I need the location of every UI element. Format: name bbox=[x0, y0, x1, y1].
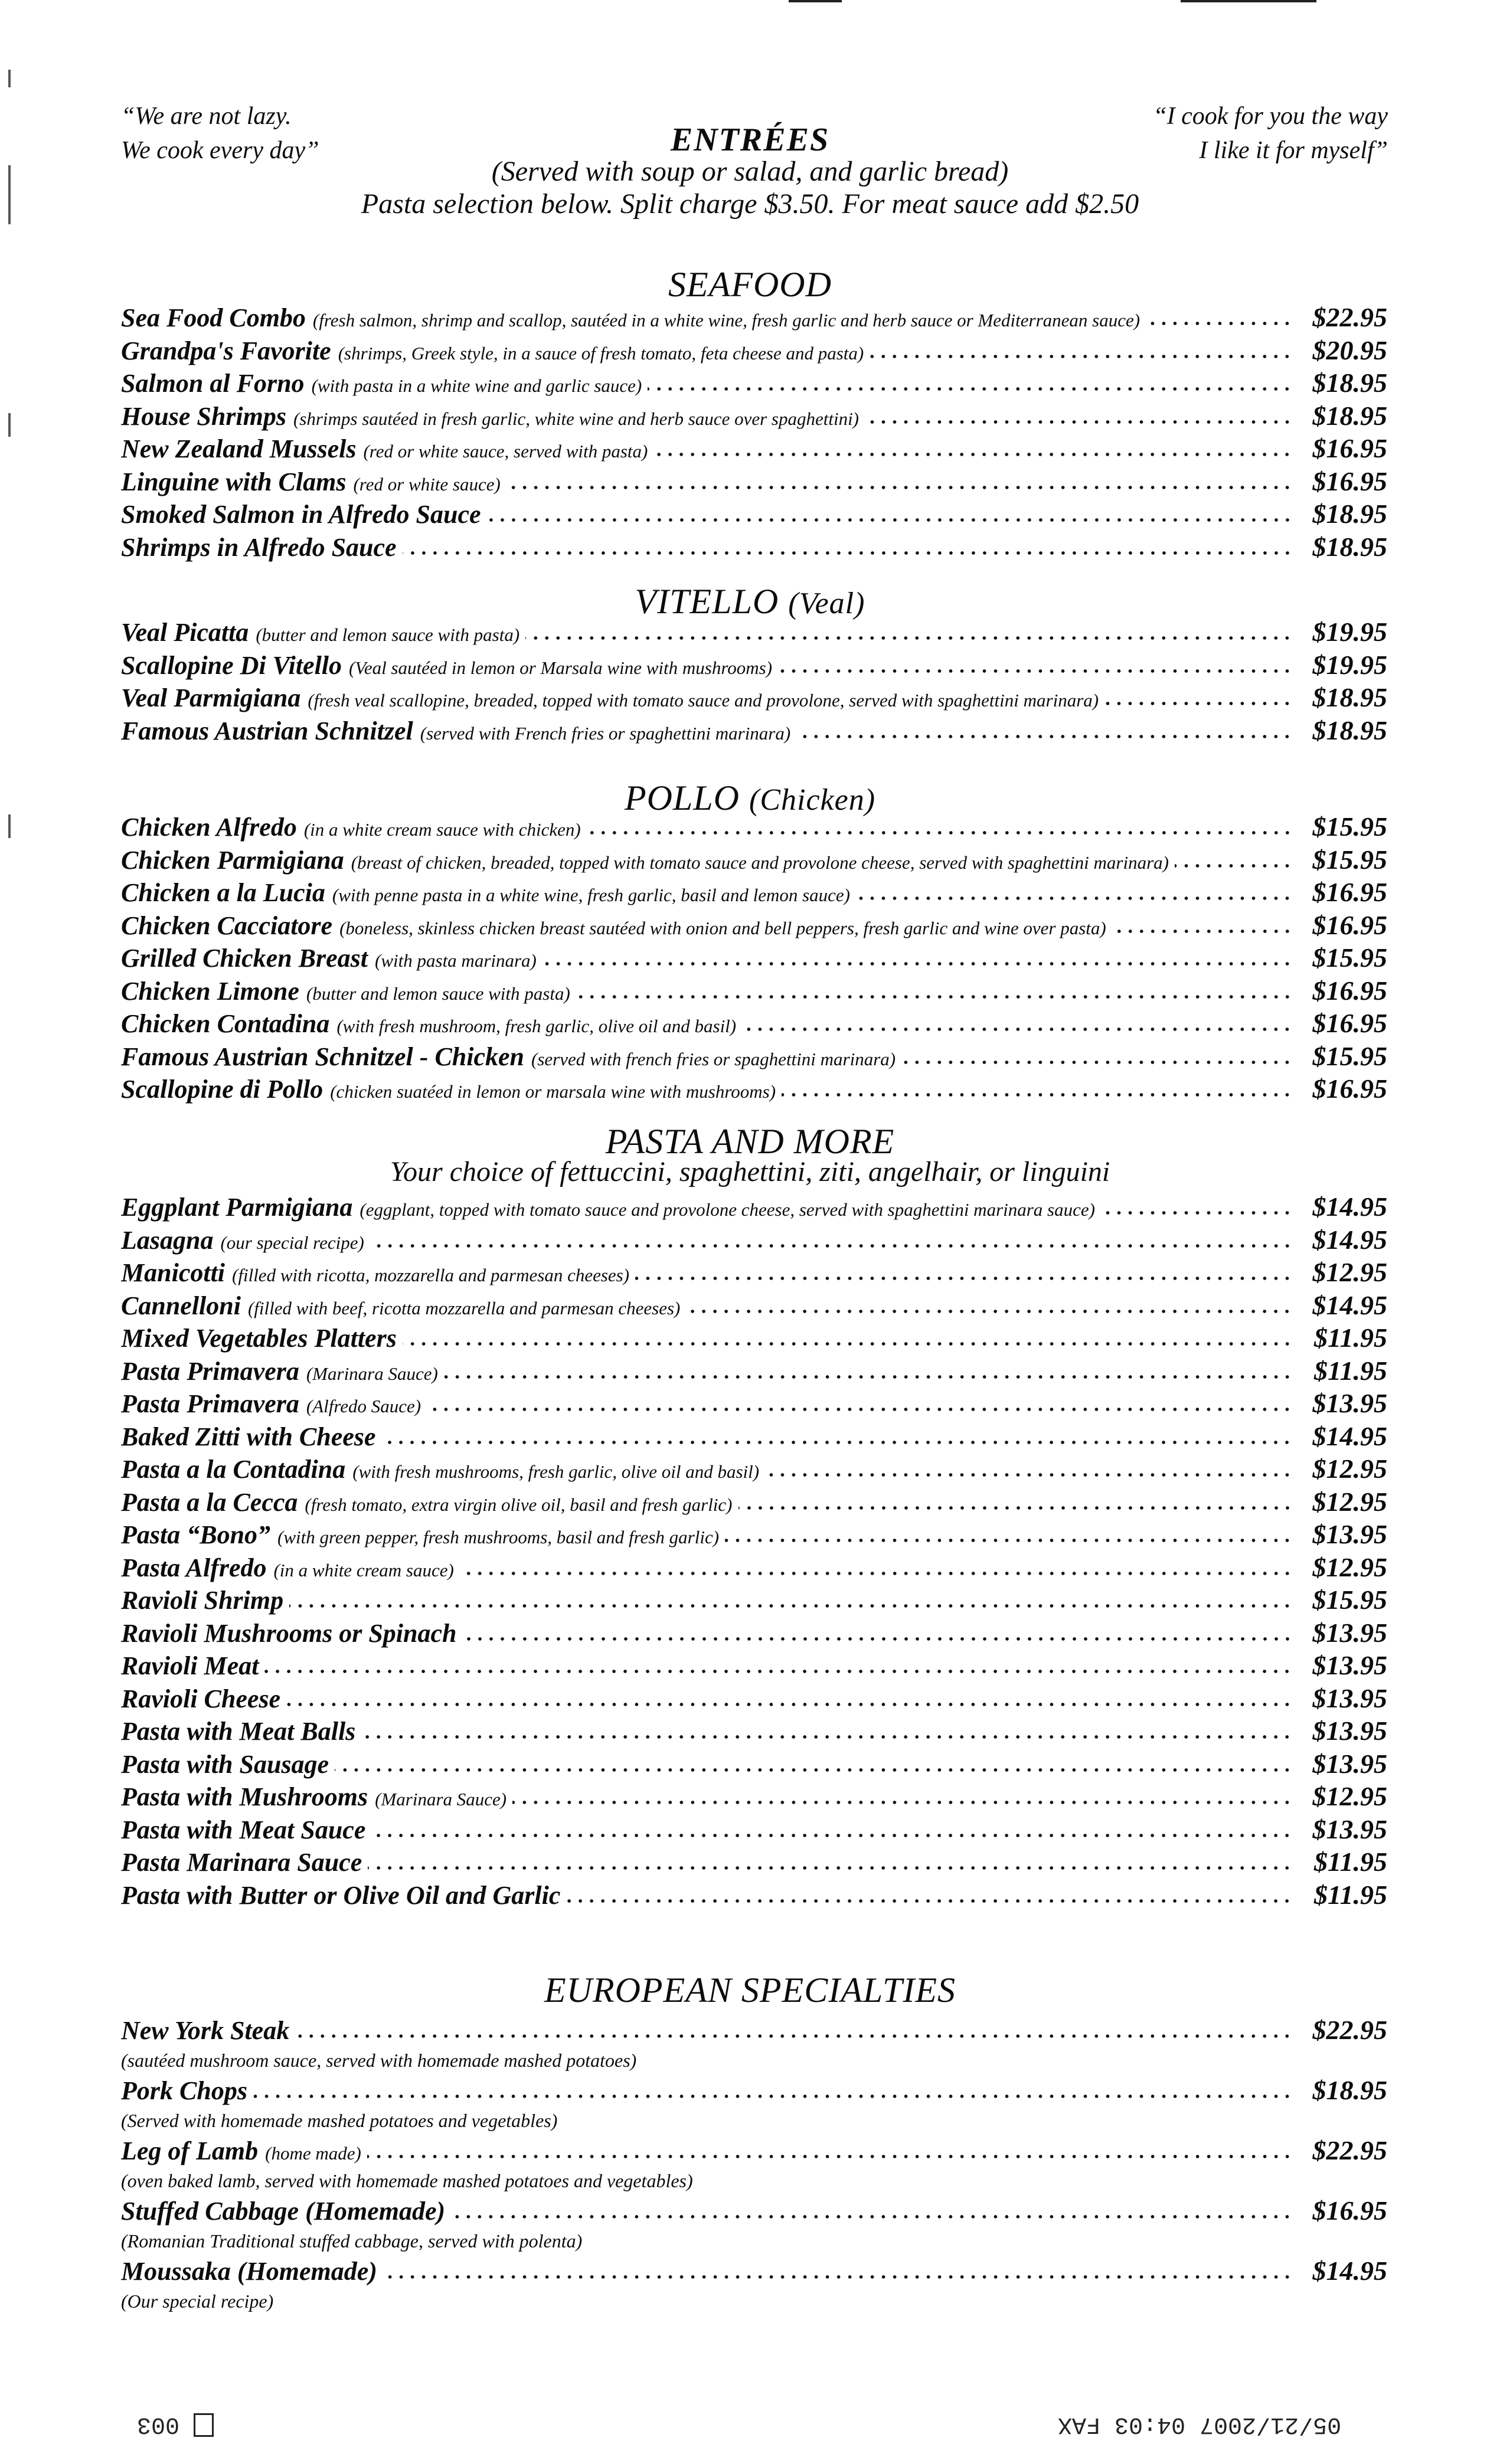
menu-item-price: $11.95 bbox=[1314, 1355, 1387, 1386]
menu-item-name: New Zealand Mussels bbox=[121, 434, 357, 463]
menu-item-price: $13.95 bbox=[1312, 1716, 1387, 1746]
menu-item-note: (sautéed mushroom sauce, served with homemade mashed potatoes) bbox=[121, 2050, 637, 2071]
menu-item-price: $13.95 bbox=[1312, 1388, 1387, 1418]
dot-leader bbox=[289, 1603, 1293, 1609]
dot-leader bbox=[525, 635, 1293, 641]
pollo-title: POLLO bbox=[624, 778, 740, 817]
dot-leader bbox=[444, 1374, 1293, 1380]
menu-item bbox=[121, 714, 1387, 747]
scan-top-line bbox=[1181, 0, 1316, 2]
dot-leader bbox=[738, 1505, 1293, 1511]
menu-item-description: (Marinara Sauce) bbox=[306, 1363, 438, 1384]
menu-item-name: Grandpa's Favorite bbox=[121, 336, 331, 365]
dot-leader bbox=[253, 2093, 1293, 2099]
menu-item-name: Pasta Primavera bbox=[121, 1389, 299, 1418]
menu-item-name: Leg of Lamb bbox=[121, 2136, 259, 2165]
dot-leader bbox=[512, 1799, 1293, 1805]
menu-item-description: (shrimps, Greek style, in a sauce of fresh tomato, feta cheese and pasta) bbox=[338, 342, 864, 364]
menu-item-name: Pasta a la Cecca bbox=[121, 1487, 298, 1517]
vitello-title: VITELLO bbox=[635, 582, 779, 621]
menu-item-description: (shrimps sautéed in fresh garlic, white wine and herb sauce over spaghettini) bbox=[293, 408, 860, 429]
menu-item-name: Pasta Primavera bbox=[121, 1356, 299, 1386]
section-title-seafood: SEAFOOD bbox=[668, 265, 832, 304]
dot-leader bbox=[901, 1059, 1293, 1065]
dot-leader bbox=[635, 1275, 1293, 1281]
menu-item bbox=[121, 1007, 1387, 1040]
menu-item-name: Pasta “Bono” bbox=[121, 1520, 271, 1549]
dot-leader bbox=[782, 1092, 1293, 1098]
dot-leader bbox=[383, 2274, 1293, 2280]
menu-item-price: $14.95 bbox=[1312, 1224, 1387, 1255]
quote-left-line2: We cook every day” bbox=[121, 137, 319, 164]
menu-item-name: Scallopine di Pollo bbox=[121, 1075, 323, 1104]
dot-leader bbox=[796, 734, 1293, 739]
dot-leader bbox=[451, 2214, 1293, 2220]
menu-item-price: $16.95 bbox=[1312, 1074, 1387, 1104]
menu-item-name: Pasta with Meat Balls bbox=[121, 1717, 356, 1746]
menu-item bbox=[121, 1518, 1387, 1551]
menu-item-description: (in a white cream sauce) bbox=[273, 1559, 454, 1581]
menu-item-price: $13.95 bbox=[1312, 1748, 1387, 1779]
fax-timestamp: 05/21/2007 04:03 FAX bbox=[1058, 2411, 1342, 2437]
menu-item-description: (filled with ricotta, mozzarella and parmesan cheeses) bbox=[232, 1265, 630, 1285]
section-title-pasta: PASTA AND MORE bbox=[605, 1122, 895, 1161]
dot-leader bbox=[543, 961, 1293, 967]
menu-item-description: (served with french fries or spaghettini marinara) bbox=[531, 1048, 896, 1069]
entrees-subtitle-1: (Served with soup or salad, and garlic bread) bbox=[491, 156, 1009, 187]
menu-item bbox=[121, 649, 1387, 682]
menu-item-price: $12.95 bbox=[1312, 1454, 1387, 1484]
dot-leader bbox=[576, 994, 1293, 1000]
menu-item bbox=[121, 1583, 1387, 1617]
menu-item-name: Pasta with Butter or Olive Oil and Garlic bbox=[121, 1880, 561, 1910]
menu-item-name: Eggplant Parmigiana bbox=[121, 1193, 353, 1222]
dot-leader bbox=[1112, 928, 1293, 934]
menu-item bbox=[121, 400, 1387, 433]
dot-leader bbox=[1146, 320, 1293, 326]
vitello-list bbox=[121, 616, 1387, 747]
menu-item bbox=[121, 1551, 1387, 1584]
dot-leader bbox=[1101, 1210, 1293, 1216]
menu-item-price: $16.95 bbox=[1312, 466, 1387, 496]
pollo-list bbox=[121, 810, 1387, 1105]
menu-item bbox=[121, 498, 1387, 531]
menu-item-name: Chicken Limone bbox=[121, 976, 299, 1006]
menu-item-name: Ravioli Cheese bbox=[121, 1684, 281, 1713]
menu-item-name: Scallopine Di Vitello bbox=[121, 650, 342, 680]
menu-item-price: $11.95 bbox=[1314, 1879, 1387, 1910]
menu-item-price: $15.95 bbox=[1312, 1585, 1387, 1615]
dot-leader bbox=[463, 1636, 1293, 1642]
menu-item-price: $18.95 bbox=[1312, 368, 1387, 398]
dot-leader bbox=[506, 485, 1293, 490]
menu-item-name: Shrimps in Alfredo Sauce bbox=[121, 532, 397, 562]
menu-item-price: $16.95 bbox=[1312, 2195, 1387, 2226]
menu-item-description: (with penne pasta in a white wine, fresh garlic, basil and lemon sauce) bbox=[332, 885, 851, 905]
menu-item-name: Ravioli Meat bbox=[121, 1651, 259, 1680]
menu-item bbox=[121, 2134, 1387, 2167]
dot-leader bbox=[856, 895, 1293, 901]
scan-top-line bbox=[789, 0, 842, 2]
menu-item-price: $22.95 bbox=[1312, 2015, 1387, 2045]
dot-leader bbox=[865, 419, 1293, 425]
menu-item-price: $12.95 bbox=[1312, 1781, 1387, 1811]
menu-item-price: $16.95 bbox=[1312, 1008, 1387, 1038]
menu-item-name: Salmon al Forno bbox=[121, 369, 305, 398]
menu-item-description: (Veal sautéed in lemon or Marsala wine with mushrooms) bbox=[349, 657, 773, 678]
menu-item bbox=[121, 1617, 1387, 1650]
menu-item-description: (fresh veal scallopine, breaded, topped with tomato sauce and provolone, served with spaghettini marinara) bbox=[308, 690, 1099, 711]
menu-item-price: $19.95 bbox=[1312, 617, 1387, 647]
pasta-list bbox=[121, 1190, 1387, 1911]
menu-item-description: (eggplant, topped with tomato sauce and provolone cheese, served with spaghettini marinara sauce) bbox=[360, 1199, 1095, 1220]
section-title-european: EUROPEAN SPECIALTIES bbox=[544, 1971, 956, 2010]
menu-item-description: (chicken suatéed in lemon or marsala wine with mushrooms) bbox=[330, 1081, 776, 1102]
menu-item bbox=[121, 941, 1387, 974]
menu-item bbox=[121, 1748, 1387, 1781]
menu-item-note: (Served with homemade mashed potatoes and vegetables) bbox=[121, 2110, 558, 2131]
menu-item-description: (with pasta marinara) bbox=[375, 950, 537, 971]
menu-item-description: (butter and lemon sauce with pasta) bbox=[256, 624, 520, 645]
menu-item-price: $15.95 bbox=[1312, 844, 1387, 875]
menu-item-name: Sea Food Combo bbox=[121, 303, 306, 332]
dot-leader bbox=[286, 1701, 1293, 1707]
menu-item-price: $12.95 bbox=[1312, 1552, 1387, 1582]
menu-item-description: (served with French fries or spaghettini marinara) bbox=[420, 722, 791, 744]
menu-item-price: $18.95 bbox=[1312, 2075, 1387, 2105]
dot-leader bbox=[460, 1570, 1293, 1576]
dot-leader bbox=[264, 1668, 1293, 1674]
quote-right-line2: I like it for myself” bbox=[1199, 137, 1388, 164]
menu-item-price: $15.95 bbox=[1312, 943, 1387, 973]
menu-item-name: Pasta Marinara Sauce bbox=[121, 1848, 362, 1877]
menu-item-price: $15.95 bbox=[1312, 1040, 1387, 1071]
menu-item bbox=[121, 876, 1387, 909]
scan-margin-mark bbox=[8, 70, 11, 87]
menu-item-price: $22.95 bbox=[1312, 2135, 1387, 2165]
dot-leader bbox=[368, 1865, 1293, 1871]
menu-item-description: (filled with beef, ricotta mozzarella and parmesan cheeses) bbox=[247, 1297, 681, 1318]
dot-leader bbox=[295, 2033, 1293, 2039]
menu-item-name: Smoked Salmon in Alfredo Sauce bbox=[121, 500, 481, 529]
menu-item bbox=[121, 1321, 1387, 1354]
menu-item bbox=[121, 909, 1387, 942]
menu-item bbox=[121, 465, 1387, 498]
menu-item bbox=[121, 843, 1387, 876]
menu-item bbox=[121, 1072, 1387, 1105]
menu-item bbox=[121, 1452, 1387, 1485]
menu-item-note: (Our special recipe) bbox=[121, 2290, 274, 2312]
menu-item-price: $18.95 bbox=[1312, 531, 1387, 562]
menu-item-name: Pasta Alfredo bbox=[121, 1553, 267, 1582]
menu-item bbox=[121, 2254, 1387, 2288]
dot-leader bbox=[587, 830, 1293, 836]
dot-leader bbox=[765, 1472, 1293, 1478]
dot-leader bbox=[381, 1439, 1293, 1445]
menu-item-description: (red or white sauce) bbox=[353, 473, 501, 495]
menu-item-price: $18.95 bbox=[1312, 682, 1387, 712]
menu-item-description: (our special recipe) bbox=[220, 1232, 364, 1253]
menu-item-name: Veal Parmigiana bbox=[121, 683, 301, 712]
menu-item-name: Ravioli Shrimp bbox=[121, 1586, 284, 1615]
dot-leader bbox=[648, 386, 1293, 392]
dot-leader bbox=[361, 1734, 1293, 1740]
menu-item-name: Manicotti bbox=[121, 1258, 226, 1287]
menu-item bbox=[121, 2014, 1387, 2047]
menu-item bbox=[121, 1223, 1387, 1256]
menu-item-name: Linguine with Clams bbox=[121, 467, 347, 496]
menu-item-price: $14.95 bbox=[1312, 2256, 1387, 2286]
menu-item-name: Pasta with Mushrooms bbox=[121, 1782, 368, 1811]
menu-item-note: (oven baked lamb, served with homemade mashed potatoes and vegetables) bbox=[121, 2170, 693, 2191]
menu-item bbox=[121, 432, 1387, 465]
menu-item-name: Pasta with Meat Sauce bbox=[121, 1815, 366, 1844]
menu-item-description: (butter and lemon sauce with pasta) bbox=[306, 983, 570, 1004]
dot-leader bbox=[778, 668, 1293, 674]
european-list bbox=[121, 2014, 1387, 2315]
menu-item-price: $11.95 bbox=[1314, 1323, 1387, 1353]
menu-item-description: (with fresh mushroom, fresh garlic, olive oil and basil) bbox=[336, 1016, 737, 1036]
menu-item-name: Grilled Chicken Breast bbox=[121, 944, 368, 973]
fax-page-number: 003 bbox=[137, 2411, 180, 2437]
page-title: ENTRÉES bbox=[670, 122, 830, 158]
menu-item-description: (with fresh mushrooms, fresh garlic, olive oil and basil) bbox=[352, 1461, 760, 1482]
dot-leader bbox=[686, 1308, 1293, 1314]
dot-leader bbox=[371, 1833, 1293, 1838]
menu-item-description: (red or white sauce, served with pasta) bbox=[363, 441, 648, 462]
menu-item-price: $11.95 bbox=[1314, 1847, 1387, 1877]
menu-item bbox=[121, 334, 1387, 367]
menu-item-price: $12.95 bbox=[1312, 1257, 1387, 1287]
fax-icon bbox=[194, 2413, 214, 2437]
menu-item-description: (with green pepper, fresh mushrooms, basil and fresh garlic) bbox=[277, 1527, 720, 1547]
menu-item bbox=[121, 2194, 1387, 2227]
menu-item bbox=[121, 2074, 1387, 2107]
menu-item-name: New York Steak bbox=[121, 2016, 290, 2045]
menu-item-name: Pasta with Sausage bbox=[121, 1749, 329, 1779]
menu-item-name: Lasagna bbox=[121, 1225, 214, 1255]
vitello-title-paren: (Veal) bbox=[788, 587, 865, 620]
menu-item-price: $13.95 bbox=[1312, 1814, 1387, 1844]
dot-leader bbox=[566, 1898, 1293, 1904]
menu-item bbox=[121, 1256, 1387, 1289]
menu-item bbox=[121, 681, 1387, 714]
menu-item-description: (Alfredo Sauce) bbox=[306, 1396, 421, 1416]
menu-item bbox=[121, 1649, 1387, 1682]
menu-item bbox=[121, 1420, 1387, 1453]
menu-item-price: $19.95 bbox=[1312, 649, 1387, 680]
menu-item-name: Chicken Contadina bbox=[121, 1009, 330, 1038]
dot-leader bbox=[370, 1243, 1293, 1249]
dot-leader bbox=[427, 1406, 1293, 1412]
dot-leader bbox=[487, 517, 1293, 523]
menu-item-price: $13.95 bbox=[1312, 1683, 1387, 1713]
menu-item bbox=[121, 616, 1387, 649]
menu-item-name: Cannelloni bbox=[121, 1291, 241, 1320]
pollo-title-paren: (Chicken) bbox=[749, 783, 876, 817]
menu-item-name: Chicken Alfredo bbox=[121, 813, 297, 842]
menu-item-note: (Romanian Traditional stuffed cabbage, served with polenta) bbox=[121, 2230, 583, 2252]
menu-item bbox=[121, 1354, 1387, 1388]
dot-leader bbox=[403, 1341, 1293, 1347]
menu-item-price: $22.95 bbox=[1312, 302, 1387, 332]
menu-item-price: $14.95 bbox=[1312, 1421, 1387, 1451]
menu-item-price: $14.95 bbox=[1312, 1290, 1387, 1320]
menu-item-name: Veal Picatta bbox=[121, 618, 249, 647]
menu-item-price: $14.95 bbox=[1312, 1192, 1387, 1222]
quote-right-line1: “I cook for you the way bbox=[1153, 103, 1388, 130]
menu-item-name: Chicken Cacciatore bbox=[121, 911, 333, 940]
menu-item-name: Famous Austrian Schnitzel bbox=[121, 716, 413, 745]
menu-item bbox=[121, 367, 1387, 400]
menu-item bbox=[121, 1714, 1387, 1748]
menu-item-name: House Shrimps bbox=[121, 401, 286, 431]
menu-item-name: Chicken a la Lucia bbox=[121, 878, 325, 907]
menu-item bbox=[121, 1879, 1387, 1912]
menu-item bbox=[121, 301, 1387, 334]
dot-leader bbox=[1104, 701, 1293, 706]
dot-leader bbox=[1175, 863, 1293, 869]
menu-item-price: $16.95 bbox=[1312, 877, 1387, 907]
dot-leader bbox=[742, 1026, 1293, 1032]
menu-item-price: $18.95 bbox=[1312, 499, 1387, 529]
menu-item-price: $18.95 bbox=[1312, 400, 1387, 431]
menu-item bbox=[121, 1845, 1387, 1879]
menu-item-price: $16.95 bbox=[1312, 433, 1387, 463]
menu-item-price: $20.95 bbox=[1312, 335, 1387, 365]
menu-item-description: (Marinara Sauce) bbox=[375, 1789, 507, 1809]
dot-leader bbox=[725, 1537, 1293, 1543]
menu-item-description: (boneless, skinless chicken breast sautéed with onion and bell peppers, fresh garlic and wine over pasta) bbox=[339, 917, 1106, 938]
menu-item bbox=[121, 1040, 1387, 1073]
entrees-subtitle-2: Pasta selection below. Split charge $3.50. For meat sauce add $2.50 bbox=[361, 188, 1139, 220]
menu-item-price: $16.95 bbox=[1312, 975, 1387, 1006]
menu-item bbox=[121, 1813, 1387, 1846]
menu-item bbox=[121, 1289, 1387, 1322]
menu-item-name: Mixed Vegetables Platters bbox=[121, 1324, 397, 1353]
menu-item bbox=[121, 531, 1387, 564]
menu-item-description: (fresh tomato, extra virgin olive oil, basil and fresh garlic) bbox=[305, 1494, 733, 1515]
menu-item bbox=[121, 1780, 1387, 1813]
menu-item-name: Stuffed Cabbage (Homemade) bbox=[121, 2197, 446, 2226]
menu-item bbox=[121, 810, 1387, 843]
menu-item-price: $18.95 bbox=[1312, 715, 1387, 745]
menu-item-price: $13.95 bbox=[1312, 1519, 1387, 1549]
menu-item bbox=[121, 1485, 1387, 1519]
seafood-list bbox=[121, 301, 1387, 563]
menu-item-name: Baked Zitti with Cheese bbox=[121, 1422, 376, 1451]
dot-leader bbox=[335, 1767, 1293, 1773]
dot-leader bbox=[403, 550, 1293, 556]
menu-item-description: (with pasta in a white wine and garlic sauce) bbox=[311, 375, 642, 396]
menu-item-name: Famous Austrian Schnitzel - Chicken bbox=[121, 1042, 525, 1071]
dot-leader bbox=[367, 2154, 1293, 2159]
menu-item-name: Pork Chops bbox=[121, 2076, 247, 2105]
menu-item bbox=[121, 1387, 1387, 1420]
menu-item-description: (breast of chicken, breaded, topped with tomato sauce and provolone cheese, served with spaghettini marinara) bbox=[351, 852, 1169, 873]
menu-item-name: Chicken Parmigiana bbox=[121, 845, 344, 875]
menu-item bbox=[121, 1682, 1387, 1715]
menu-item-name: Pasta a la Contadina bbox=[121, 1455, 346, 1484]
menu-item-description: (fresh salmon, shrimp and scallop, sautéed in a white wine, fresh garlic and herb sauce or Mediterranean sauce) bbox=[312, 310, 1140, 331]
menu-item-name: Ravioli Mushrooms or Spinach bbox=[121, 1618, 457, 1648]
menu-item-price: $12.95 bbox=[1312, 1486, 1387, 1517]
menu-item-description: (home made) bbox=[265, 2143, 361, 2164]
menu-item-price: $13.95 bbox=[1312, 1617, 1387, 1648]
quote-left-line1: “We are not lazy. bbox=[121, 103, 292, 130]
menu-item-description: (in a white cream sauce with chicken) bbox=[303, 819, 581, 840]
dot-leader bbox=[653, 451, 1293, 457]
menu-item bbox=[121, 974, 1387, 1007]
menu-item-name: Moussaka (Homemade) bbox=[121, 2257, 377, 2286]
pasta-subtitle: Your choice of fettuccini, spaghettini, ziti, angelhair, or linguini bbox=[390, 1156, 1110, 1187]
menu-item bbox=[121, 1190, 1387, 1223]
menu-item-price: $15.95 bbox=[1312, 811, 1387, 842]
scan-margin-mark bbox=[8, 413, 11, 437]
fax-page-mark bbox=[137, 2411, 214, 2437]
dot-leader bbox=[870, 354, 1293, 359]
menu-item-price: $16.95 bbox=[1312, 909, 1387, 940]
menu-item-price: $13.95 bbox=[1312, 1650, 1387, 1680]
